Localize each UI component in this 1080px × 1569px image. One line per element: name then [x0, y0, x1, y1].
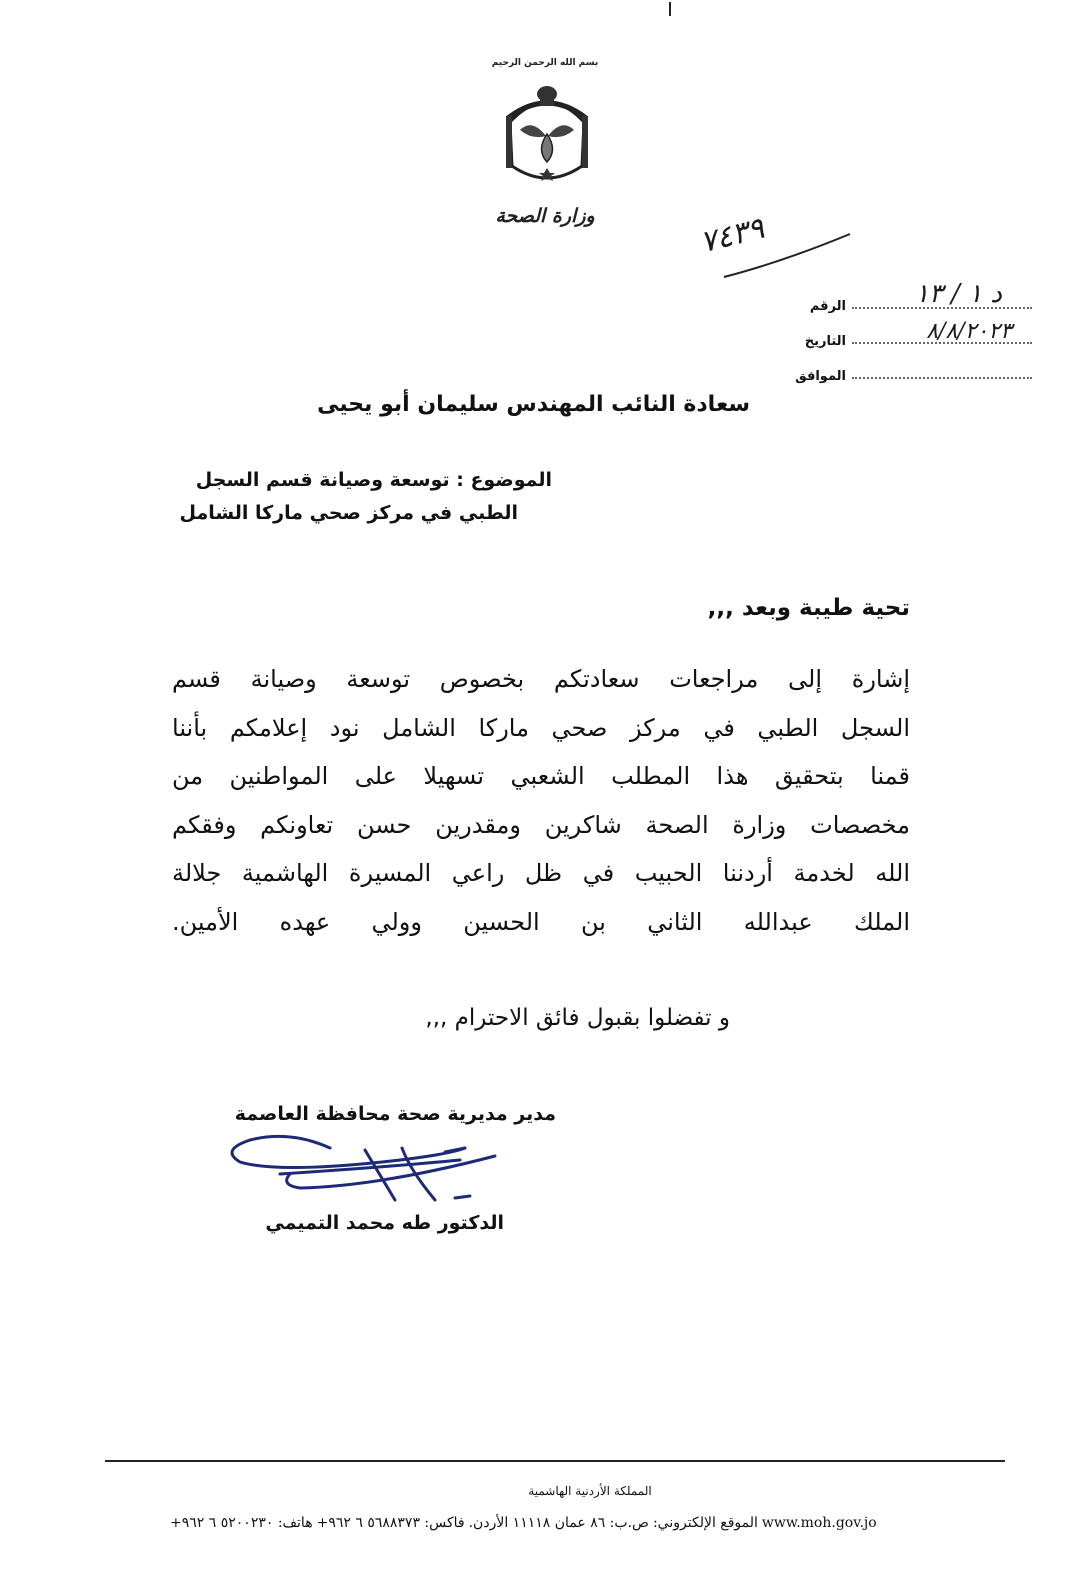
ministry-name: وزارة الصحة	[495, 205, 595, 227]
body-line: الله لخدمة أردننا الحبيب في ظل راعي المسيرة الهاشمية جلالة	[172, 859, 910, 887]
footer-contact	[170, 1515, 990, 1531]
footer-phone: هاتف: ٥٢٠٠٢٣٠ ٦ ٩٦٢+	[170, 1515, 313, 1531]
registration-number: ٧٤٣٩	[696, 210, 768, 261]
recipient: سعادة النائب المهندس سليمان أبو يحيى	[317, 392, 750, 417]
footer-po-box: ص.ب: ٨٦ عمان ١١١١٨ الأردن.	[468, 1515, 649, 1531]
letter-body	[172, 655, 910, 946]
basmala-header: بسم الله الرحمن الرحيم	[491, 58, 599, 68]
body-line: قمنا بتحقيق هذا المطلب الشعبي تسهيلا على المواطنين من	[172, 762, 910, 790]
reference-number-value: د ١ / ١٣	[914, 279, 1002, 309]
handwritten-signature	[220, 1130, 520, 1210]
reference-number-row	[796, 279, 1036, 314]
date-field	[852, 319, 1032, 344]
body-line: السجل الطبي في مركز صحي ماركا الشامل نود إعلامكم بأننا	[172, 713, 910, 742]
date-label: التاريخ	[804, 334, 846, 349]
body-line: الملك عبدالله الثاني بن الحسين وولي عهده الأمين.	[172, 907, 910, 936]
subject-line: الطبي في مركز صحي ماركا الشامل	[179, 502, 518, 524]
signatory-name: الدكتور طه محمد التميمي	[265, 1212, 504, 1234]
coat-of-arms-icon	[502, 78, 592, 196]
footer-website-link[interactable]: www.moh.gov.jo	[761, 1515, 877, 1531]
body-line: إشارة إلى مراجعات سعادتكم بخصوص توسعة وصيانة قسم	[172, 665, 910, 693]
hijri-date-label: الموافق	[795, 369, 846, 384]
date-value: ٨/٨/٢٠٢٣	[926, 319, 1012, 344]
top-mark	[669, 2, 671, 16]
subject	[180, 464, 552, 530]
hijri-date-field	[852, 377, 1032, 379]
footer-kingdom: المملكة الأردنية الهاشمية	[528, 1484, 652, 1498]
subject-line: الموضوع : توسعة وصيانة قسم السجل	[195, 469, 552, 491]
reference-number-field	[852, 279, 1032, 309]
registration-underline	[722, 232, 852, 282]
date-row	[796, 319, 1036, 349]
signatory-title: مدير مديرية صحة محافظة العاصمة	[234, 1103, 556, 1125]
reference-number-label: الرقم	[809, 299, 846, 314]
hijri-date-row	[796, 360, 1036, 384]
footer-website-label: الموقع الإلكتروني:	[652, 1515, 758, 1531]
body-line: مخصصات وزارة الصحة شاكرين ومقدرين حسن تعاونكم وفقكم	[172, 810, 910, 839]
footer-divider	[105, 1460, 1005, 1462]
greeting: تحية طيبة وبعد ,,,	[707, 595, 910, 621]
closing: و تفضلوا بقبول فائق الاحترام ,,,	[425, 1005, 730, 1031]
footer-fax: فاكس: ٥٦٨٨٣٧٣ ٦ ٩٦٢+	[316, 1515, 465, 1531]
